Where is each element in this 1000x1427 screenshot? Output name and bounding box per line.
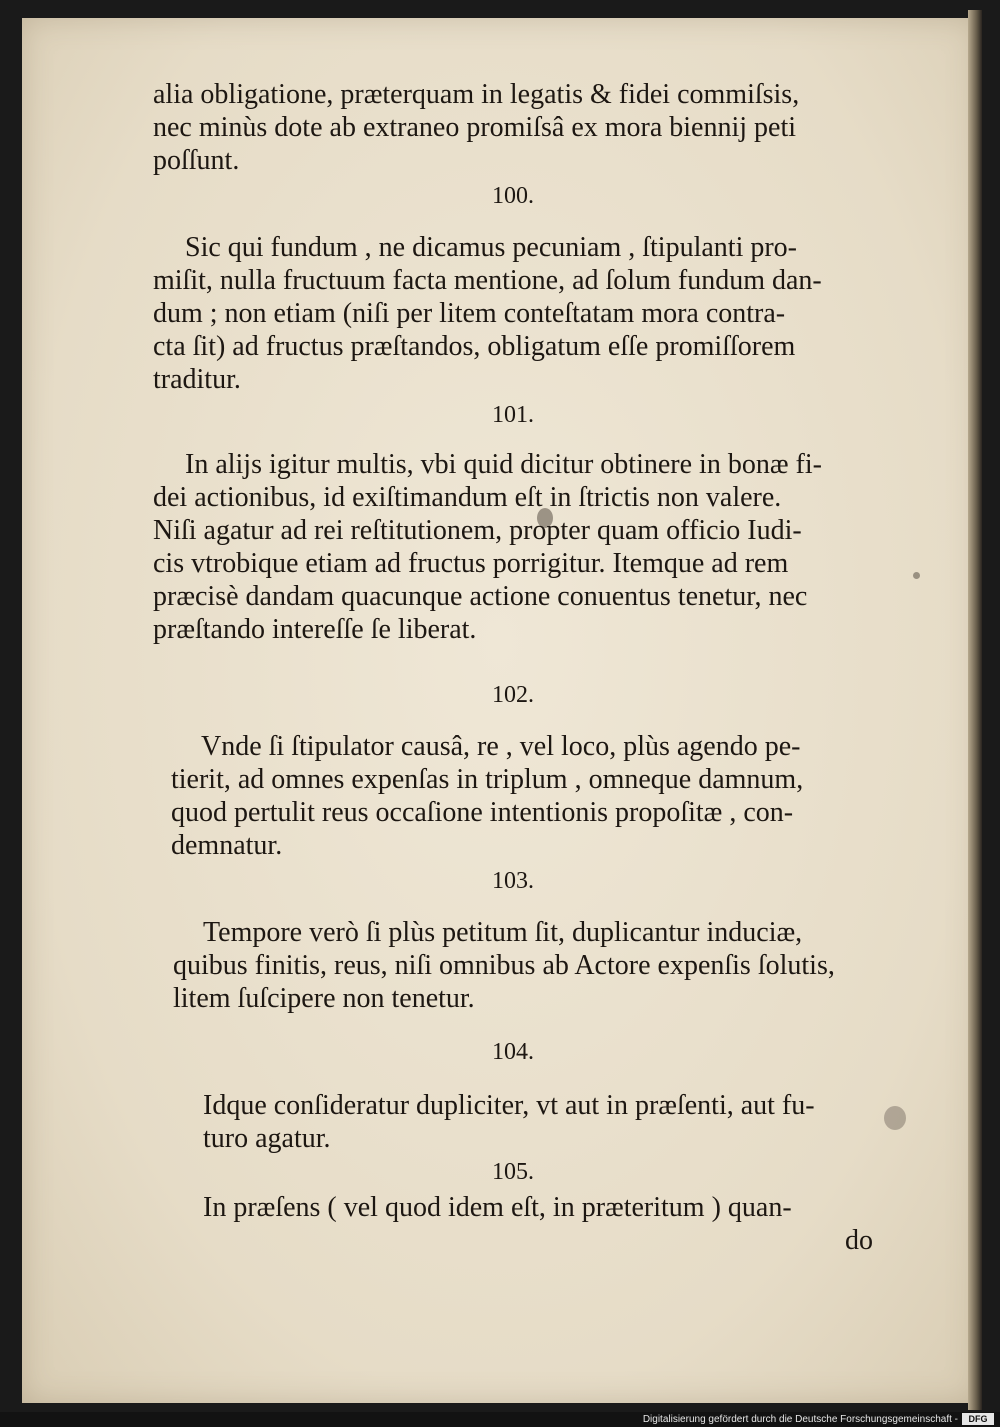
- section-number: 100.: [492, 183, 534, 209]
- paragraph: [153, 78, 873, 177]
- paragraph: [153, 231, 873, 396]
- page-text: [153, 78, 873, 1257]
- section-number: 103.: [492, 868, 534, 894]
- paragraph: [153, 730, 873, 862]
- text-line: tierit, ad omnes expenſas in triplum , omneque damnum,: [171, 764, 804, 795]
- text-line: In alijs igitur multis, vbi quid dicitur obtinere in bonæ fi-: [185, 449, 822, 480]
- text-line: Tempore verò ſi plùs petitum ſit, duplicantur induciæ,: [203, 917, 803, 948]
- text-line: do: [845, 1225, 873, 1256]
- text-line: cis vtrobique etiam ad fructus porrigitur. Itemque ad rem: [153, 548, 789, 579]
- section-number: 104.: [492, 1039, 534, 1065]
- text-line: miſit, nulla fructuum facta mentione, ad ſolum fundum dan-: [153, 265, 822, 296]
- paragraph: [153, 1089, 873, 1155]
- text-line: dum ; non etiam (niſi per litem conteſtatam mora contra-: [153, 298, 786, 329]
- text-line: præcisè dandam quacunque actione conuentus tenetur, nec: [153, 581, 808, 612]
- funding-notice: Digitalisierung gefördert durch die Deutsche Forschungsgemeinschaft -: [642, 1414, 958, 1425]
- text-line: nec minùs dote ab extraneo promiſsâ ex mora biennij peti: [153, 112, 797, 143]
- ink-stain: [913, 572, 920, 579]
- paragraph: [153, 916, 873, 1015]
- section-number: 101.: [492, 402, 534, 428]
- text-line: quod pertulit reus occaſione intentionis propoſitæ , con-: [171, 797, 794, 828]
- section-number: 102.: [492, 682, 534, 708]
- text-line: litem ſuſcipere non tenetur.: [173, 983, 475, 1014]
- text-line: cta ſit) ad fructus præſtandos, obligatum eſſe promiſſorem: [153, 331, 796, 362]
- text-line: turo agatur.: [203, 1123, 331, 1154]
- text-line: Idque conſideratur dupliciter, vt aut in præſenti, aut fu-: [203, 1090, 815, 1121]
- text-line: Vnde ſi ſtipulator causâ, re , vel loco, plùs agendo pe-: [201, 731, 801, 762]
- dfg-logo-icon: DFG: [962, 1413, 994, 1425]
- text-line: Sic qui fundum , ne dicamus pecuniam , ſtipulanti pro-: [185, 232, 797, 263]
- text-line: demnatur.: [171, 830, 283, 861]
- page-edge: [968, 10, 982, 1410]
- text-line: alia obligatione, præterquam in legatis & fidei commiſsis,: [153, 79, 800, 110]
- text-line: dei actionibus, id exiſtimandum eſt in ſtrictis non valere.: [153, 482, 782, 513]
- text-line: quibus finitis, reus, niſi omnibus ab Actore expenſis ſolutis,: [173, 950, 835, 981]
- ink-stain: [884, 1106, 906, 1130]
- text-line: præſtando intereſſe ſe liberat.: [153, 614, 477, 645]
- paragraph: [153, 1191, 873, 1257]
- paragraph: [153, 448, 873, 646]
- text-line: poſſunt.: [153, 145, 240, 176]
- text-line: In præſens ( vel quod idem eſt, in præteritum ) quan-: [203, 1192, 792, 1223]
- text-line: Niſi agatur ad rei reſtitutionem, propter quam officio Iudi-: [153, 515, 802, 546]
- text-line: traditur.: [153, 364, 241, 395]
- section-number: 105.: [492, 1159, 534, 1185]
